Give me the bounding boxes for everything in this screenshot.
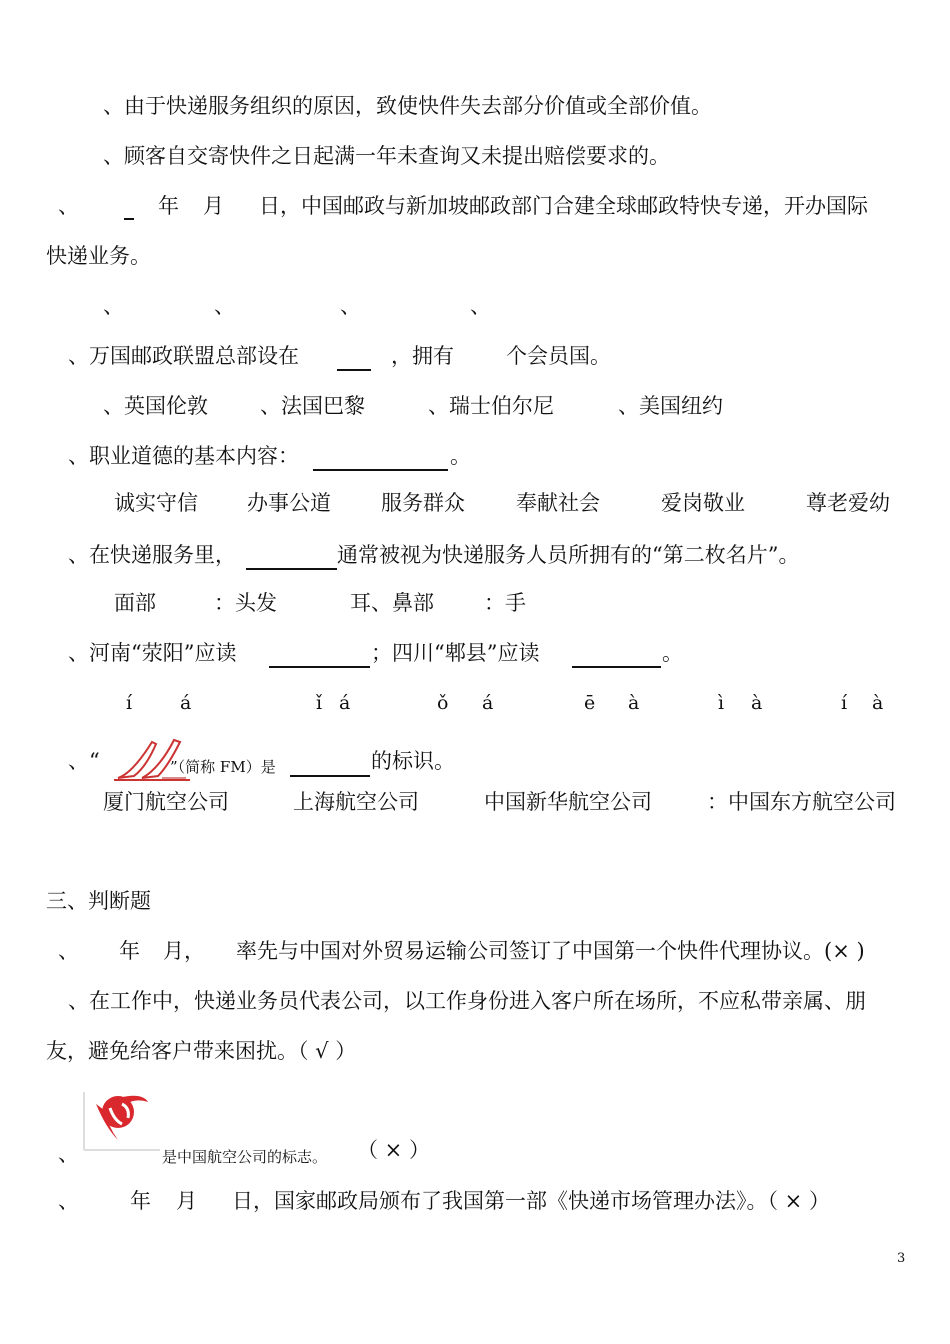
text-line: 、万国邮政联盟总部设在: [68, 344, 299, 368]
text-line: 日，国家邮政局颁布了我国第一部《快递市场管理办法》。（ × ）: [232, 1189, 830, 1213]
text-line: 快递业务。: [46, 244, 151, 268]
section-heading: 三、判断题: [46, 889, 151, 913]
option: 奉献社会: [516, 491, 600, 515]
pinyin: ì: [718, 692, 725, 714]
text-fragment: 、: [214, 294, 235, 318]
text-line: ”（简称 FM）是: [170, 758, 276, 776]
text-line: 、“: [68, 749, 100, 773]
text-line: 月: [176, 1189, 197, 1213]
option: ：手: [484, 591, 526, 615]
option: 爱岗敬业: [661, 491, 745, 515]
option: 耳、鼻部: [350, 591, 434, 615]
air-china-logo-icon: [82, 1090, 162, 1152]
option: 面部: [114, 591, 156, 615]
pinyin: ē: [584, 692, 596, 714]
text-line: ；四川“郫县”应读: [371, 641, 540, 665]
option: 、法国巴黎: [260, 394, 365, 418]
pinyin: ǒ: [437, 692, 449, 714]
option: 尊老爱幼: [806, 491, 890, 515]
text-line: 、职业道德的基本内容：: [68, 444, 299, 468]
blank-line: [246, 568, 337, 570]
option: 、美国纽约: [618, 394, 723, 418]
pinyin: à: [872, 692, 884, 714]
page-number: 3: [897, 1251, 906, 1266]
option: 、英国伦敦: [103, 394, 208, 418]
text-line: ，拥有: [391, 344, 454, 368]
option: 诚实守信: [114, 491, 198, 515]
text-line: 的标识。: [371, 749, 455, 773]
text-line: 、在工作中，快递业务员代表公司，以工作身份进入客户所在场所，不应私带亲属、朋: [68, 989, 866, 1013]
pinyin: à: [628, 692, 640, 714]
option: 服务群众: [381, 491, 465, 515]
text-line: 、河南“荥阳”应读: [68, 641, 237, 665]
pinyin: á: [339, 692, 351, 714]
pinyin: á: [180, 692, 192, 714]
text-line: 、: [58, 1189, 79, 1213]
text-fragment: 、: [470, 294, 491, 318]
text-line: 日，中国邮政与新加坡邮政部门合建全球邮政特快专递，开办国际: [259, 194, 868, 218]
blank-line: [572, 666, 661, 668]
text-line: 年: [130, 1189, 151, 1213]
text-line: 月，: [163, 939, 205, 963]
text-line: 、在快递服务里，: [68, 543, 236, 567]
text-line: 、: [58, 1142, 79, 1166]
text-fragment: 、: [103, 294, 124, 318]
blank-line: [337, 369, 371, 371]
text-line: 是中国航空公司的标志。: [162, 1148, 328, 1166]
option: ：头发: [214, 591, 277, 615]
text-line: 。: [450, 444, 471, 468]
text-line: 年: [119, 939, 140, 963]
pinyin: à: [751, 692, 763, 714]
text-line: 、由于快递服务组织的原因，致使快件失去部分价值或全部价值。: [103, 94, 712, 118]
text-line: （ × ）: [357, 1138, 430, 1162]
pinyin: í: [126, 692, 133, 714]
text-line: 友，避免给客户带来困扰。（ √ ）: [46, 1039, 357, 1063]
text-line: 月: [203, 194, 224, 218]
option: 厦门航空公司: [103, 790, 229, 814]
blank-line: [124, 218, 134, 220]
text-line: 年: [158, 194, 179, 218]
option: 、瑞士伯尔尼: [428, 394, 554, 418]
text-fragment: 、: [340, 294, 361, 318]
text-line: 通常被视为快递服务人员所拥有的“第二枚名片”。: [337, 543, 800, 567]
pinyin: ǐ: [316, 692, 323, 714]
option: 办事公道: [247, 491, 331, 515]
blank-line: [290, 775, 370, 777]
blank-line: [269, 666, 370, 668]
text-line: 、顾客自交寄快件之日起满一年未查询又未提出赔偿要求的。: [103, 144, 670, 168]
pinyin: á: [482, 692, 494, 714]
text-line: 个会员国。: [506, 344, 611, 368]
text-line: 、: [58, 194, 79, 218]
text-line: 率先与中国对外贸易运输公司签订了中国第一个快件代理协议。(× ): [236, 939, 865, 963]
text-line: 。: [662, 641, 683, 665]
option: 上海航空公司: [293, 790, 419, 814]
option: ：中国东方航空公司: [707, 790, 896, 814]
blank-line: [313, 469, 448, 471]
pinyin: í: [841, 692, 848, 714]
option: 中国新华航空公司: [484, 790, 652, 814]
text-line: 、: [58, 939, 79, 963]
